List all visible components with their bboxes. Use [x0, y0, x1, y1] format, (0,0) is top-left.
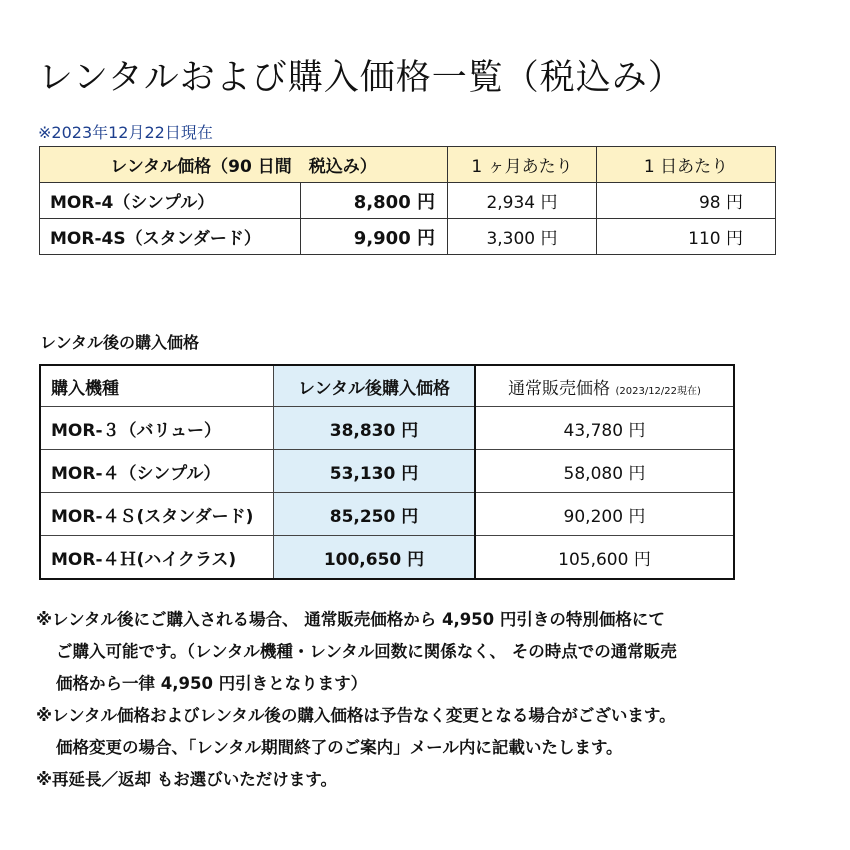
note-line: ご購入可能です。（レンタル機種・レンタル回数に関係なく、 その時点での通常販売: [56, 642, 677, 661]
note-line: 価格から一律 4,950 円引きとなります）: [56, 674, 368, 693]
table-row: [40, 407, 734, 450]
header-regular: [475, 365, 734, 407]
model-cell: MOR-4（シンプル）: [40, 183, 301, 219]
model-cell: MOR-４Ｓ(スタンダード): [40, 493, 274, 536]
rental-price-table: [39, 146, 776, 255]
header-regular-label: 通常販売価格: [508, 378, 611, 399]
after-rental-cell: 38,830 円: [274, 407, 476, 450]
table-row: [40, 536, 734, 580]
price-cell: 8,800 円: [301, 183, 448, 219]
note-line: ※レンタル後にご購入される場合、 通常販売価格から 4,950 円引きの特別価格にて: [36, 610, 665, 629]
header-regular-note: (2023/12/22現在): [615, 385, 701, 397]
notes: [36, 604, 836, 796]
regular-cell: 58,080 円: [475, 450, 734, 493]
per-month-cell: 3,300 円: [448, 219, 597, 255]
regular-cell: 90,200 円: [475, 493, 734, 536]
note-line: ※再延長／返却 もお選びいただけます。: [36, 770, 337, 789]
table-row: [40, 493, 734, 536]
page-title: レンタルおよび購入価格一覧（税込み）: [38, 58, 684, 98]
header-model: 購入機種: [40, 365, 274, 407]
note-line: ※レンタル価格およびレンタル後の購入価格は予告なく変更となる場合がございます。: [36, 706, 676, 725]
date-note: ※2023年12月22日現在: [38, 123, 213, 142]
model-cell: MOR-4S（スタンダード）: [40, 219, 301, 255]
header-per-day: 1 日あたり: [597, 147, 776, 183]
per-day-cell: 110 円: [597, 219, 776, 255]
after-rental-cell: 53,130 円: [274, 450, 476, 493]
regular-cell: 105,600 円: [475, 536, 734, 580]
after-rental-cell: 100,650 円: [274, 536, 476, 580]
table-header-row: [40, 365, 734, 407]
after-rental-cell: 85,250 円: [274, 493, 476, 536]
table-row: [40, 450, 734, 493]
model-cell: MOR-３（バリュー）: [40, 407, 274, 450]
header-after-rental: レンタル後購入価格: [274, 365, 476, 407]
regular-cell: 43,780 円: [475, 407, 734, 450]
table-row: [40, 219, 776, 255]
header-per-month: 1 ヶ月あたり: [448, 147, 597, 183]
model-cell: MOR-４Ｈ(ハイクラス): [40, 536, 274, 580]
header-rental-price: レンタル価格（90 日間 税込み）: [40, 147, 448, 183]
per-day-cell: 98 円: [597, 183, 776, 219]
model-cell: MOR-４（シンプル）: [40, 450, 274, 493]
table-header-row: [40, 147, 776, 183]
purchase-price-table: [39, 364, 735, 580]
note-line: 価格変更の場合、「レンタル期間終了のご案内」メール内に記載いたします。: [56, 738, 623, 757]
price-cell: 9,900 円: [301, 219, 448, 255]
purchase-section-title: レンタル後の購入価格: [40, 333, 199, 352]
per-month-cell: 2,934 円: [448, 183, 597, 219]
table-row: [40, 183, 776, 219]
